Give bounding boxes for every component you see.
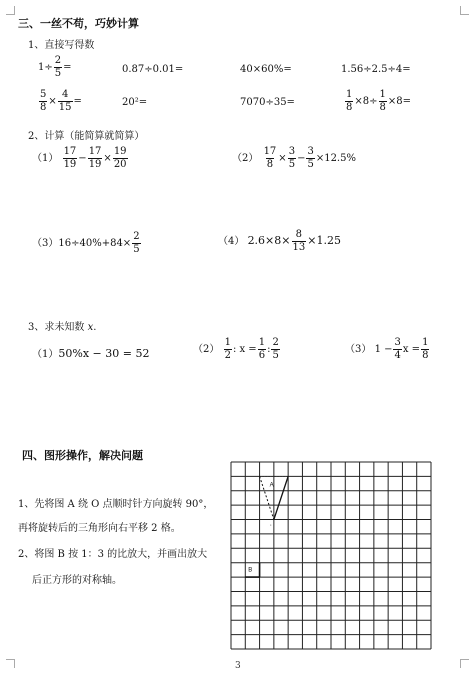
part3-title: 3、求未知数 x. [28,322,97,333]
figure-a-side [274,476,288,519]
calc-1a: 1÷ $\frac{2}{5}$ = [38,55,72,79]
section4-title: 四、图形操作，解决问题 [22,449,143,462]
calc-2a: $\frac{5}{8}$ × $\frac{4}{15}$ = [40,89,82,113]
section3-title: 三、一丝不苟，巧妙计算 [18,17,139,30]
corner-mark [6,6,15,15]
instruction-2-line1: 2、将图 B 按 1：3 的比放大，并画出放大 [18,549,208,560]
page-number: 3 [235,661,241,671]
figure-b-label: B [248,567,253,574]
instruction-1-line1: 1、先将图 A 绕 O 点顺时针方向旋转 90°， [18,499,214,510]
part1-title: 1、直接写得数 [28,40,95,51]
instruction-1-line2: 再将旋转后的三角形向右平移 2 格。 [18,523,181,534]
part2-title: 2、计算（能简算就简算） [28,131,145,142]
calc-2c: 7070÷35= [240,97,295,108]
calc-q1: （1） $\frac{17}{19}$ − $\frac{17}{19}$ × $\frac{19}{20}$ [32,146,127,170]
corner-mark [460,6,469,15]
point-o-mark: · [269,522,272,530]
square-grid [230,461,432,650]
figure-a-label: A [269,482,274,489]
eq-q1: （1）50%x − 30 = 52 [32,347,150,360]
instruction-2-line2: 后正方形的对称轴。 [32,575,122,586]
eq-q3: （3） 1 − $\frac{3}{4}$ x = $\frac{1}{8}$ [345,337,429,361]
corner-mark [460,659,469,668]
calc-2b: 20²= [122,97,148,108]
calc-q2: （2） $\frac{17}{8}$ × $\frac{3}{5}$ − $\frac{3}{5}$ ×12.5% [232,146,356,170]
calc-q4: （4） 2.6×8× $\frac{8}{13}$ ×1.25 [218,229,341,253]
calc-1b: 0.87÷0.01= [122,64,184,75]
calc-1d: 1.56÷2.5÷4= [341,64,411,75]
grid-canvas [230,461,432,650]
eq-q2: （2） $\frac{1}{2}$ : x = $\frac{1}{6}$ : $\frac{2}{5}$ [193,337,279,361]
corner-mark [6,659,15,668]
calc-2d: $\frac{1}{8}$ ×8÷ $\frac{1}{8}$ ×8= [346,89,411,113]
calc-q3: （3）16÷40%+84× $\frac{2}{5}$ [32,231,140,255]
calc-1c: 40×60%= [240,64,292,75]
